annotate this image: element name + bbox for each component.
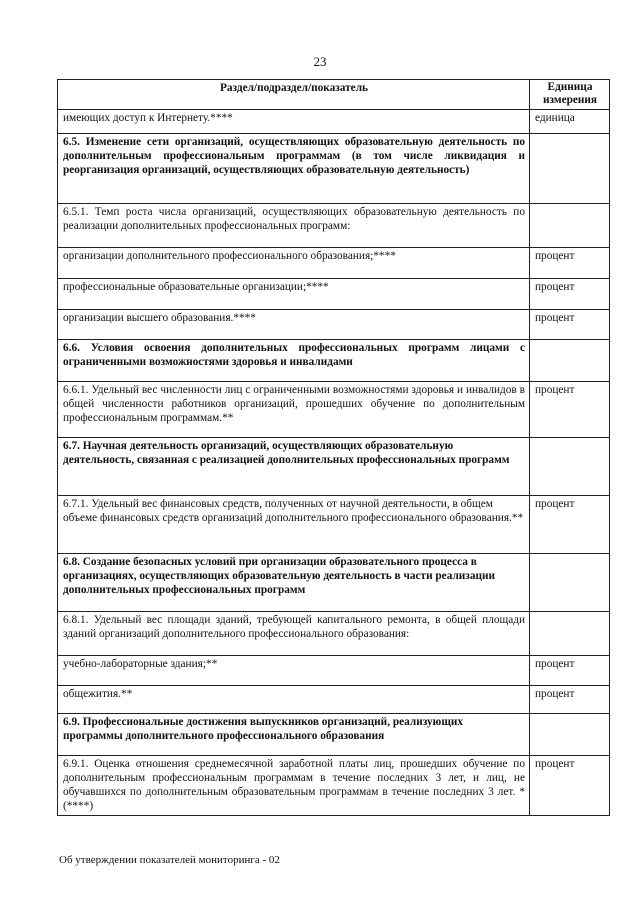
row-unit: процент	[530, 248, 610, 279]
row-unit	[530, 554, 610, 612]
table-row	[58, 279, 610, 310]
row-unit	[530, 134, 610, 204]
table-row	[58, 714, 610, 756]
table-row	[58, 310, 610, 340]
table-row	[58, 612, 610, 656]
row-text: 6.7. Научная деятельность организаций, осуществляющих образовательную деятельность, связанная с реализацией дополнительных профессиональных программ	[58, 438, 530, 496]
row-text: 6.6.1. Удельный вес численности лиц с ограниченными возможностями здоровья и инвалидов в общей численности работников организаций, прошедших обучение по дополнительным профессиональным программам.**	[58, 382, 530, 438]
table-row	[58, 496, 610, 554]
table-row	[58, 438, 610, 496]
row-text: 6.8. Создание безопасных условий при организации образовательного процесса в организациях, осуществляющих образовательную деятельность в части реализации дополнительных профессиональных программ	[58, 554, 530, 612]
row-text: профессиональные образовательные организации;****	[58, 279, 530, 310]
row-text: 6.9. Профессиональные достижения выпускников организаций, реализующих программы дополнительного профессионального образования	[58, 714, 530, 756]
table-row	[58, 382, 610, 438]
row-text: учебно-лабораторные здания;**	[58, 656, 530, 686]
document-footer: Об утверждении показателей мониторинга - 02	[59, 854, 280, 866]
row-unit	[530, 438, 610, 496]
table-header-row	[58, 80, 610, 110]
row-unit	[530, 612, 610, 656]
row-text: 6.5. Изменение сети организаций, осуществляющих образовательную деятельность по дополнительным профессиональным программам (в том числе ликвидация и реорганизация организаций, осуществляющих образовательную деятельность)	[58, 134, 530, 204]
row-text: общежития.**	[58, 686, 530, 714]
table-row	[58, 656, 610, 686]
row-unit: процент	[530, 496, 610, 554]
row-text: 6.8.1. Удельный вес площади зданий, требующей капитального ремонта, в общей площади зданий организаций дополнительного профессионального образования:	[58, 612, 530, 656]
row-unit: единица	[530, 110, 610, 134]
row-text: организации высшего образования.****	[58, 310, 530, 340]
row-text: 6.7.1. Удельный вес финансовых средств, полученных от научной деятельности, в общем объеме финансовых средств организаций дополнительного профессионального образования.**	[58, 496, 530, 554]
row-unit: процент	[530, 686, 610, 714]
table-row	[58, 204, 610, 248]
table-row	[58, 554, 610, 612]
header-section-indicator: Раздел/подраздел/показатель	[58, 80, 530, 110]
page-number: 23	[313, 54, 327, 69]
table-row	[58, 340, 610, 382]
row-text: имеющих доступ к Интернету.****	[58, 110, 530, 134]
row-unit	[530, 714, 610, 756]
table-row	[58, 248, 610, 279]
row-text: 6.9.1. Оценка отношения среднемесячной заработной платы лиц, прошедших обучение по дополнительным профессиональным программам в течение последних 3 лет, и лиц, не обучавшихся по дополнительным образовательным программам в течение последних 3 лет. * (****)	[58, 756, 530, 816]
row-text: 6.6. Условия освоения дополнительных профессиональных программ лицами с ограниченными возможностями здоровья и инвалидами	[58, 340, 530, 382]
header-unit: Единица измерения	[530, 80, 610, 110]
table-row	[58, 756, 610, 816]
row-unit: процент	[530, 756, 610, 816]
row-unit: процент	[530, 310, 610, 340]
row-unit: процент	[530, 656, 610, 686]
indicators-table	[57, 79, 610, 816]
table-row	[58, 686, 610, 714]
table-row	[58, 134, 610, 204]
row-text: организации дополнительного профессионального образования;****	[58, 248, 530, 279]
row-unit: процент	[530, 382, 610, 438]
row-text: 6.5.1. Темп роста числа организаций, осуществляющих образовательную деятельность по реализации дополнительных профессиональных программ:	[58, 204, 530, 248]
row-unit: процент	[530, 279, 610, 310]
row-unit	[530, 204, 610, 248]
row-unit	[530, 340, 610, 382]
table-row	[58, 110, 610, 134]
